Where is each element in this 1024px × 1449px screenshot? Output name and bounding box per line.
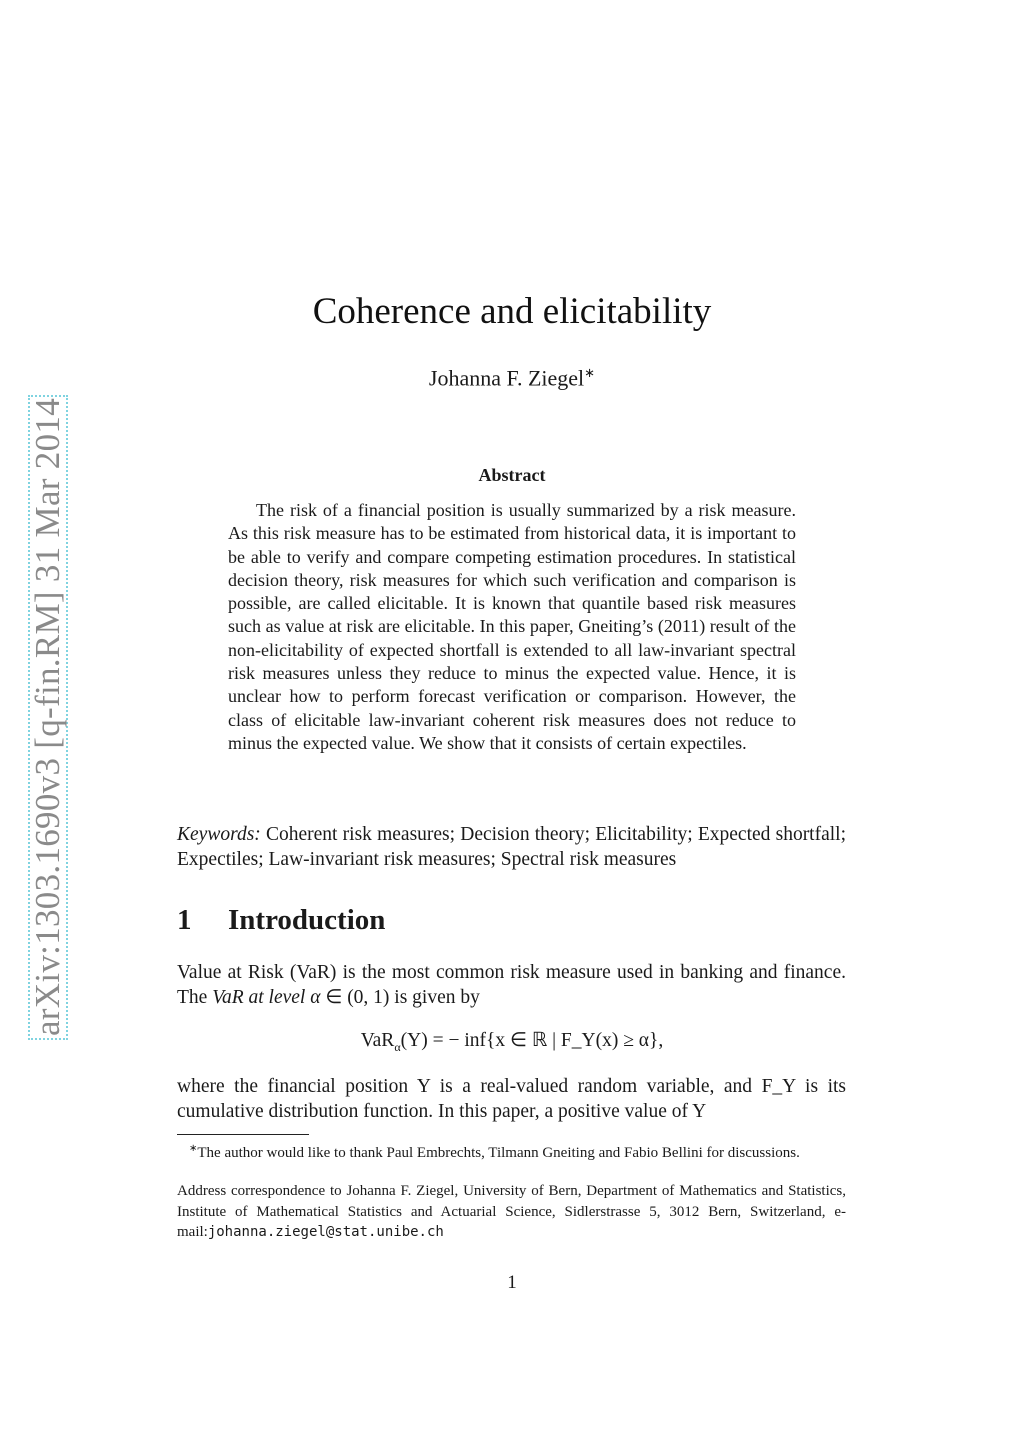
page-number: 1	[507, 1272, 517, 1293]
arxiv-identifier: arXiv:1303.1690v3 [q-fin.RM] 31 Mar 2014	[28, 397, 67, 1037]
intro-paragraph-2: where the financial position Y is a real-valued random variable, and F_Y is its cumulative distribution function. In this paper, a positive value of Y	[177, 1076, 846, 1122]
section-heading	[177, 904, 385, 937]
footnote-mark: ∗	[189, 1143, 198, 1154]
abstract-text: The risk of a financial position is usually summarized by a risk measure. As this risk measure has to be estimated from historical data, it is important to be able to verify and compare competing estimation procedures. In statistical decision theory, risk measures for which such verification and comparison is possible, are called elicitable. It is known that quantile based risk measures such as value at risk are elicitable. In this paper, Gneiting’s (2011) result of the non-elicitability of expected shortfall is extended to all law-invariant spectral risk measures unless they reduce to minus the expected value. Hence, it is unclear how to perform forecast verification or comparison. However, the class of elicitable law-invariant coherent risk measures does not reduce to minus the expected value. We show that it consists of certain expectiles.	[228, 500, 796, 753]
equation-lhs: VaR	[360, 1030, 395, 1051]
author-email: johanna.ziegel@stat.unibe.ch	[207, 1224, 444, 1240]
footnote-thanks-text: The author would like to thank Paul Embrechts, Tilmann Gneiting and Fabio Bellini for discussions.	[197, 1145, 800, 1161]
keywords	[177, 822, 846, 872]
intro-p1-start: Value at Risk (VaR) is the most common risk measure used in banking and finance. The	[177, 962, 846, 1008]
author-name: Johanna F. Ziegel	[428, 365, 585, 391]
footnote-address	[177, 1181, 846, 1243]
intro-p1-end: ∈ (0, 1) is given by	[320, 987, 480, 1008]
keywords-label: Keywords:	[177, 824, 261, 845]
author-footnote-mark: ∗	[584, 365, 596, 380]
var-equation	[0, 1028, 1024, 1055]
footnote-address-text: Address correspondence to Johanna F. Ziegel, University of Bern, Department of Mathematics and Statistics, Institute of Mathematical Statistics and Actuarial Science, Sidlerstrasse 5, 3012 Bern, Switzerland, e-mail:	[177, 1183, 846, 1240]
author-line	[0, 365, 1024, 391]
abstract-heading: Abstract	[478, 465, 546, 485]
paper-title: Coherence and elicitability	[312, 291, 712, 332]
footnote-rule	[177, 1134, 309, 1135]
equation-rhs: (Y) = − inf{x ∈ ℝ | F_Y(x) ≥ α},	[400, 1030, 664, 1051]
section-number: 1	[177, 904, 192, 936]
keywords-text: Coherent risk measures; Decision theory; Elicitability; Expected shortfall; Expectiles; Law-invariant risk measures; Spectral risk measures	[177, 824, 847, 870]
section-title: Introduction	[228, 904, 386, 936]
footnote-thanks	[177, 1139, 846, 1164]
intro-paragraph-1	[177, 960, 846, 1010]
equation-subscript: α	[394, 1039, 401, 1054]
intro-p1-term: VaR at level α	[212, 987, 321, 1008]
